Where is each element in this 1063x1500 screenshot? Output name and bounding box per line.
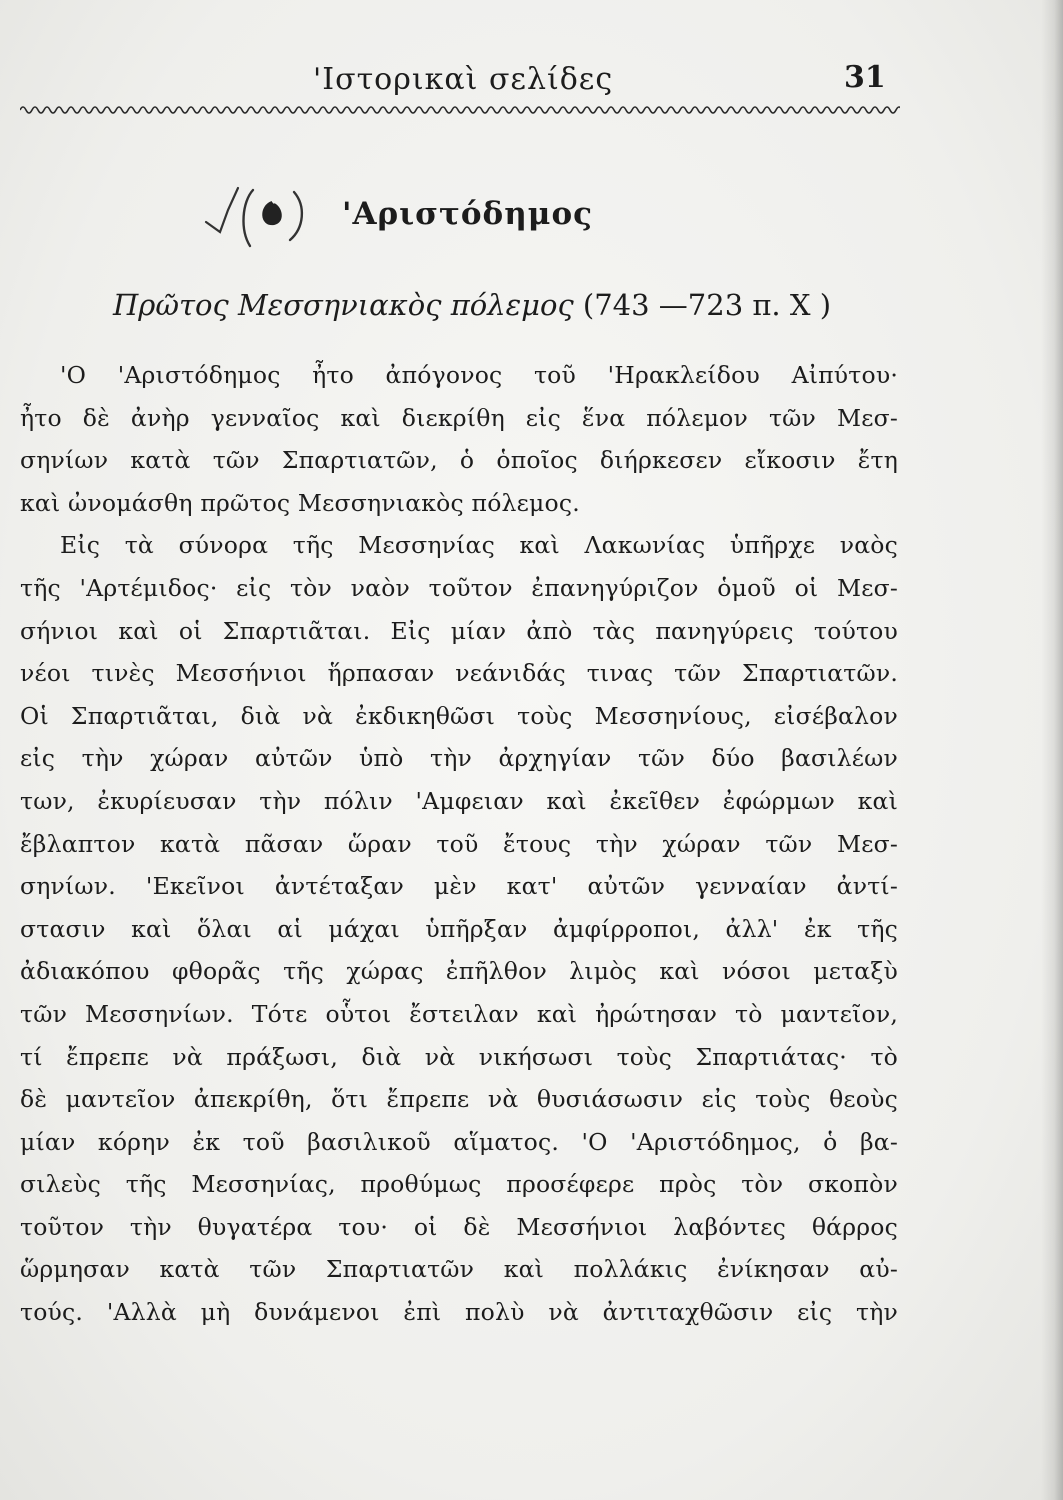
text-line: νέοι τινὲς Μεσσήνιοι ἥρπασαν νεάνιδάς τινας τῶν Σπαρτιατῶν.: [20, 659, 898, 688]
running-title: 'Ιστορικαὶ σελίδες: [313, 62, 614, 97]
text-line: ὥρμησαν κατὰ τῶν Σπαρτιατῶν καὶ πολλάκις ἐνίκησαν αὐ-: [20, 1255, 898, 1284]
text-line: ἦτο δὲ ἀνὴρ γενναῖος καὶ διεκρίθη εἰς ἕνα πόλεμον τῶν Μεσ-: [20, 403, 898, 432]
text-line: ἀδιακόπου φθορᾶς τῆς χώρας ἐπῆλθον λιμὸς καὶ νόσοι μεταξὺ: [20, 957, 898, 986]
section-title: 'Αριστόδημος: [342, 196, 594, 232]
text-line: τοῦτον τὴν θυγατέρα του· οἱ δὲ Μεσσήνιοι λαβόντες θάρρος: [20, 1212, 898, 1241]
text-line: τί ἔπρεπε νὰ πράξωσι, διὰ νὰ νικήσωσι τοὺς Σπαρτιάτας· τὸ: [20, 1042, 898, 1071]
text-line: Οἱ Σπαρτιᾶται, διὰ νὰ ἐκδικηθῶσι τοὺς Μεσσηνίους, εἰσέβαλον: [20, 701, 898, 730]
text-line: στασιν καὶ ὅλαι αἱ μάχαι ὑπῆρξαν ἀμφίρροποι, ἀλλ' ἐκ τῆς: [20, 914, 898, 943]
body-text: [20, 354, 898, 1334]
subtitle-war-name: Πρῶτος Μεσσηνιακὸς πόλεμος: [113, 288, 574, 322]
handwritten-mark-icon: [198, 182, 328, 258]
text-line: ἔβλαπτον κατὰ πᾶσαν ὥραν τοῦ ἔτους τὴν χώραν τῶν Μεσ-: [20, 829, 898, 858]
text-line: τῶν Μεσσηνίων. Τότε οὗτοι ἔστειλαν καὶ ἠρώτησαν τὸ μαντεῖον,: [20, 999, 898, 1028]
text-line: εἰς τὴν χώραν αὐτῶν ὑπὸ τὴν ἀρχηγίαν τῶν δύο βασιλέων: [20, 744, 898, 773]
text-line: σηνίων κατὰ τῶν Σπαρτιατῶν, ὁ ὁποῖος διήρκεσεν εἴκοσιν ἔτη: [20, 446, 898, 475]
text-line: σήνιοι καὶ οἱ Σπαρτιᾶται. Εἰς μίαν ἀπὸ τὰς πανηγύρεις τούτου: [20, 616, 898, 645]
text-line: των, ἐκυρίευσαν τὴν πόλιν 'Αμφειαν καὶ ἐκεῖθεν ἐφώρμων καὶ: [20, 786, 898, 815]
section-subtitle: [113, 288, 913, 322]
text-line: σηνίων. 'Εκεῖνοι ἀντέταξαν μὲν κατ' αὐτῶν γενναίαν ἀντί-: [20, 872, 898, 901]
section-heading: [0, 182, 1063, 262]
wavy-rule-divider: [20, 98, 900, 122]
text-line: Εἰς τὰ σύνορα τῆς Μεσσηνίας καὶ Λακωνίας ὑπῆρχε ναὸς: [60, 531, 898, 560]
text-line: τῆς 'Αρτέμιδος· εἰς τὸν ναὸν τοῦτον ἐπανηγύριζον ὁμοῦ οἱ Μεσ-: [20, 573, 898, 602]
text-line: τούς. 'Αλλὰ μὴ δυνάμενοι ἐπὶ πολὺ νὰ ἀντιταχθῶσιν εἰς τὴν: [20, 1298, 898, 1327]
text-line: καὶ ὠνομάσθη πρῶτος Μεσσηνιακὸς πόλεμος.: [20, 488, 580, 517]
subtitle-dates: (743 —723 π. Χ ): [582, 288, 832, 322]
text-line: δὲ μαντεῖον ἀπεκρίθη, ὅτι ἔπρεπε νὰ θυσιάσωσιν εἰς τοὺς θεοὺς: [20, 1085, 898, 1114]
page-number: 31: [844, 60, 886, 95]
text-line: σιλεὺς τῆς Μεσσηνίας, προθύμως προσέφερε πρὸς τὸν σκοπὸν: [20, 1170, 898, 1199]
text-line: μίαν κόρην ἐκ τοῦ βασιλικοῦ αἵματος. 'Ο 'Αριστόδημος, ὁ βα-: [20, 1127, 898, 1156]
text-line: 'Ο 'Αριστόδημος ἦτο ἀπόγονος τοῦ 'Ηρακλείδου Αἰπύτου·: [60, 361, 898, 389]
